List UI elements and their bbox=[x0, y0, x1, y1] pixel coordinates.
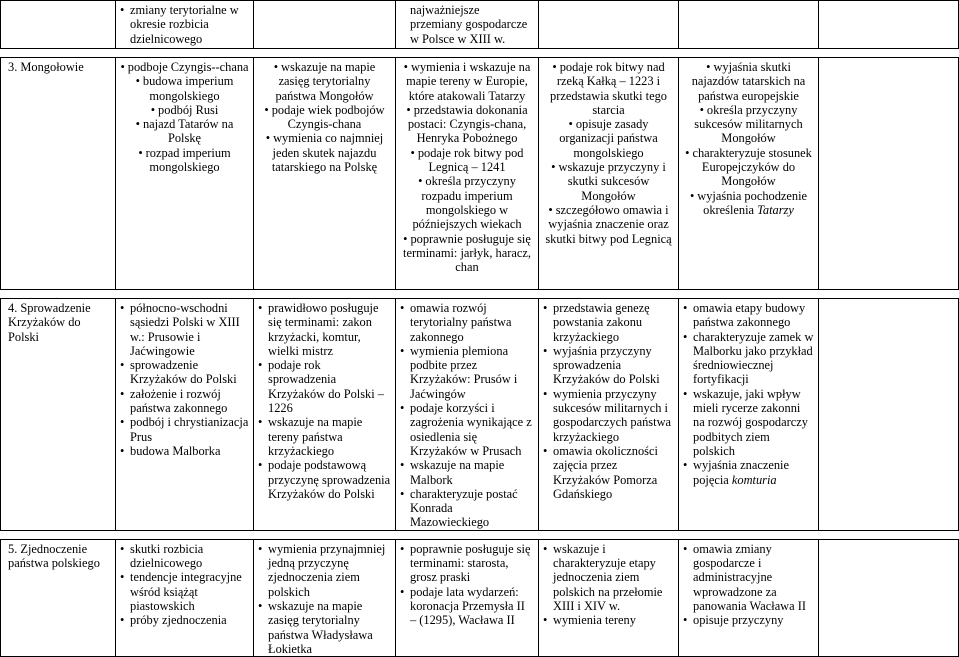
list-item-text: wyjaśnia znaczenie pojęcia bbox=[693, 458, 789, 487]
list-item bbox=[400, 458, 534, 487]
table-row bbox=[1, 1, 959, 49]
topic-cell bbox=[1, 539, 116, 656]
list-item bbox=[543, 444, 674, 501]
row-separator bbox=[1, 530, 959, 539]
requirement-cell-basic bbox=[254, 58, 396, 290]
content-cell bbox=[116, 58, 254, 290]
list-item bbox=[543, 387, 674, 444]
list-item-text: wymienia przynajmniej jedną przyczynę zjednoczenia ziem polskich bbox=[268, 541, 386, 599]
list-item bbox=[120, 74, 249, 103]
list-item-text: omawia rozwój terytorialny państwa zakonnego bbox=[410, 301, 512, 344]
list-item bbox=[258, 599, 391, 656]
list-item-text: skutki rozbicia dzielnicowego bbox=[130, 541, 204, 571]
list-item-text: wskazuje na mapie zasięg terytorialny państwa Mongołów bbox=[275, 60, 376, 103]
requirement-cell-basic bbox=[254, 299, 396, 531]
list-item bbox=[683, 146, 814, 189]
list-item-text: poprawnie posługuje się terminami: jarłyk, haracz, chan bbox=[403, 231, 531, 275]
list-item bbox=[683, 613, 814, 627]
list-item-text: wskazuje na mapie Malbork bbox=[410, 458, 505, 487]
list-item-text: omawia etapy budowy państwa zakonnego bbox=[693, 301, 806, 330]
list-item-text: rozpad imperium mongolskiego bbox=[145, 145, 231, 175]
list-item-text: wymienia przyczyny sukcesów militarnych i gospodarczych państwa krzyżackiego bbox=[553, 386, 672, 444]
requirement-cell-basic bbox=[254, 1, 396, 49]
list-item-text: podbój i chrystianizacja Prus bbox=[130, 415, 249, 444]
list-item-text: zmiany terytorialne w okresie rozbicia dzielnicowego bbox=[130, 3, 239, 46]
list-item bbox=[543, 60, 674, 117]
list-item bbox=[683, 458, 814, 487]
list-item-text: określa przyczyny rozpadu imperium mongolskiego w późniejszych wiekach bbox=[412, 174, 522, 232]
list-item bbox=[258, 60, 391, 103]
list-item bbox=[120, 117, 249, 146]
list-item-text: podaje podstawową przyczynę sprowadzenia Krzyżaków do Polski bbox=[268, 458, 391, 501]
list-item bbox=[120, 146, 249, 175]
list-item-text: budowa imperium mongolskiego bbox=[142, 74, 234, 103]
list-item bbox=[400, 585, 534, 628]
table-row bbox=[1, 539, 959, 656]
list-item-text: podaje lata wydarzeń: koronacja Przemysła II – (1295), Wacława II bbox=[410, 584, 525, 628]
bullet-list bbox=[120, 3, 249, 46]
topic-cell bbox=[1, 58, 116, 290]
list-item bbox=[683, 103, 814, 146]
bullet-list bbox=[400, 301, 534, 530]
list-item-text: założenie i rozwój państwa zakonnego bbox=[130, 386, 228, 416]
requirement-cell-excellent bbox=[819, 1, 959, 49]
list-item bbox=[258, 415, 391, 458]
list-item-text: opisuje przyczyny bbox=[693, 613, 784, 628]
list-item-text: przedstawia genezę powstania zakonu krzyżackiego bbox=[553, 301, 650, 344]
bullet-list bbox=[258, 301, 391, 501]
bullet-list bbox=[543, 542, 674, 628]
list-item bbox=[120, 103, 249, 117]
requirement-cell-advanced bbox=[539, 539, 679, 656]
list-item bbox=[120, 444, 249, 458]
requirement-cell-very-good bbox=[679, 299, 819, 531]
list-item-text: prawidłowo posługuje się terminami: zakon krzyżacki, komtur, wielki mistrz bbox=[268, 301, 379, 358]
content-cell bbox=[116, 539, 254, 656]
bullet-list bbox=[400, 60, 534, 274]
bullet-list bbox=[683, 60, 814, 217]
bullet-list bbox=[258, 542, 391, 656]
italic-term: Tatarzy bbox=[757, 202, 794, 217]
list-item bbox=[543, 117, 674, 160]
list-item-text: wyjaśnia skutki najazdów tatarskich na państwa europejskie bbox=[691, 60, 806, 103]
list-item bbox=[120, 613, 249, 627]
list-item-text: podaje rok bitwy pod Legnicą – 1241 bbox=[417, 145, 524, 175]
list-item bbox=[683, 542, 814, 613]
list-item-text: wskazuje, jaki wpływ mieli rycerze zakonni na rozwój gospodarczy podbitych ziem polskich bbox=[693, 386, 808, 458]
requirement-cell-basic bbox=[254, 539, 396, 656]
list-item-text: próby zjednoczenia bbox=[130, 613, 227, 628]
list-item-text: podaje rok bitwy nad rzeką Kałką – 1223 i przedstawia skutki tego starcia bbox=[550, 60, 667, 117]
italic-term: komturia bbox=[731, 472, 777, 487]
requirement-cell-intermediate bbox=[396, 299, 539, 531]
list-item bbox=[120, 3, 249, 46]
list-item-text: wyjaśnia przyczyny sprowadzenia Krzyżaków do Polski bbox=[553, 343, 660, 387]
list-item-text: charakteryzuje postać Konrada Mazowieckiego bbox=[410, 486, 518, 530]
list-item bbox=[400, 103, 534, 146]
list-item bbox=[683, 189, 814, 218]
list-item bbox=[400, 146, 534, 175]
bullet-list bbox=[120, 542, 249, 628]
list-item bbox=[400, 174, 534, 231]
requirement-cell-intermediate bbox=[396, 58, 539, 290]
list-item-text: określa przyczyny sukcesów militarnych Mongołów bbox=[694, 102, 803, 146]
bullet-list bbox=[120, 301, 249, 458]
requirement-cell-advanced bbox=[539, 58, 679, 290]
topic-label: 3. Mongołowie bbox=[8, 60, 84, 74]
list-item bbox=[400, 487, 534, 530]
requirement-cell-advanced bbox=[539, 299, 679, 531]
list-item bbox=[400, 542, 534, 585]
list-item bbox=[400, 232, 534, 275]
topic-cell bbox=[1, 299, 116, 531]
list-item-text: poprawnie posługuje się terminami: starosta, grosz praski bbox=[410, 541, 531, 585]
bullet-list bbox=[543, 60, 674, 246]
list-item bbox=[543, 160, 674, 203]
table-row bbox=[1, 299, 959, 531]
requirement-cell-intermediate bbox=[396, 1, 539, 49]
requirement-cell-intermediate bbox=[396, 539, 539, 656]
list-item-text: najazd Tatarów na Polskę bbox=[142, 117, 234, 146]
list-item-text: najważniejsze przemiany gospodarcze w Polsce w XIII w. bbox=[410, 3, 528, 46]
list-item-text: budowa Malborka bbox=[130, 443, 221, 458]
bullet-list bbox=[683, 301, 814, 487]
list-item bbox=[258, 542, 391, 599]
list-item-text: wymienia plemiona podbite przez Krzyżaków: Prusów i Jaćwingów bbox=[410, 343, 518, 401]
list-item-text: podaje rok sprowadzenia Krzyżaków do Polski – 1226 bbox=[268, 358, 384, 416]
list-item bbox=[683, 387, 814, 458]
list-item bbox=[400, 344, 534, 401]
list-item-text: omawia okoliczności zajęcia przez Krzyżaków Pomorza Gdańskiego bbox=[553, 443, 658, 501]
list-item bbox=[683, 60, 814, 103]
list-item-text: podaje wiek podbojów Czyngis-chana bbox=[271, 102, 385, 132]
bullet-list bbox=[400, 3, 534, 46]
list-item bbox=[120, 60, 249, 74]
list-item-text: omawia zmiany gospodarcze i administracyjne wprowadzone za panowania Wacława II bbox=[693, 541, 806, 613]
list-item bbox=[400, 301, 534, 344]
list-item bbox=[543, 203, 674, 246]
list-item-text: wskazuje na mapie tereny państwa krzyżackiego bbox=[268, 415, 363, 458]
list-item bbox=[683, 330, 814, 387]
list-item-text: podaje korzyści i zagrożenia wynikające z osiedlenia się Krzyżaków w Prusach bbox=[410, 401, 532, 458]
requirement-cell-very-good bbox=[679, 539, 819, 656]
topic-cell bbox=[1, 1, 116, 49]
bullet-list bbox=[258, 60, 391, 174]
list-item-text: wskazuje i charakteryzuje etapy jednoczenia ziem polskich na przełomie XIII i XIV w. bbox=[553, 541, 663, 613]
bullet-list bbox=[543, 301, 674, 501]
list-item-text: wymienia i wskazuje na mapie tereny w Europie, które atakowali Tatarzy bbox=[406, 60, 531, 103]
requirement-cell-excellent bbox=[819, 58, 959, 290]
list-item-text: wskazuje przyczyny i skutki sukcesów Mongołów bbox=[558, 160, 666, 203]
list-item-text: tendencje integracyjne wśród książąt piastowskich bbox=[130, 570, 242, 613]
requirement-cell-very-good bbox=[679, 1, 819, 49]
table-row bbox=[1, 58, 959, 290]
list-item bbox=[543, 542, 674, 613]
requirement-cell-excellent bbox=[819, 299, 959, 531]
list-item bbox=[120, 301, 249, 358]
bullet-list bbox=[683, 542, 814, 628]
bullet-list bbox=[120, 60, 249, 174]
list-item bbox=[400, 3, 534, 46]
list-item bbox=[120, 542, 249, 571]
list-item-text: wskazuje na mapie zasięg terytorialny państwa Władysława Łokietka bbox=[268, 598, 373, 656]
topic-label: 4. Sprowadzenie Krzyżaków do Polski bbox=[8, 301, 91, 344]
list-item-text: podboje Czyngis--chana bbox=[127, 60, 249, 74]
list-item bbox=[120, 358, 249, 387]
list-item bbox=[120, 570, 249, 613]
list-item bbox=[258, 301, 391, 358]
list-item-text: północno-wschodni sąsiedzi Polski w XIII w.: Prusowie i Jaćwingowie bbox=[130, 301, 240, 358]
list-item-text: podbój Rusi bbox=[158, 102, 219, 117]
list-item bbox=[258, 131, 391, 174]
list-item-text: szczegółowo omawia i wyjaśnia znaczenie oraz skutki bitwy pod Legnicą bbox=[545, 202, 672, 246]
list-item bbox=[258, 358, 391, 415]
list-item bbox=[400, 401, 534, 458]
list-item-text: sprowadzenie Krzyżaków do Polski bbox=[130, 358, 237, 387]
row-separator bbox=[1, 290, 959, 299]
content-cell bbox=[116, 1, 254, 49]
list-item bbox=[543, 344, 674, 387]
list-item bbox=[543, 613, 674, 627]
list-item-text: przedstawia dokonania postaci: Czyngis-chana, Henryka Pobożnego bbox=[407, 102, 528, 146]
topic-label: 5. Zjednoczenie państwa polskiego bbox=[8, 541, 100, 571]
content-cell bbox=[116, 299, 254, 531]
list-item-text: wyjaśnia pochodzenie określenia bbox=[697, 188, 808, 217]
requirement-cell-very-good bbox=[679, 58, 819, 290]
list-item-text: charakteryzuje zamek w Malborku jako przykład średniowiecznej fortyfikacji bbox=[693, 329, 814, 387]
list-item bbox=[258, 103, 391, 132]
bullet-list bbox=[400, 542, 534, 628]
list-item-text: wymienia tereny bbox=[553, 613, 636, 628]
list-item bbox=[120, 415, 249, 444]
requirement-cell-advanced bbox=[539, 1, 679, 49]
list-item bbox=[400, 60, 534, 103]
list-item bbox=[543, 301, 674, 344]
list-item bbox=[683, 301, 814, 330]
list-item-text: wymienia co najmniej jeden skutek najazdu tatarskiego na Polskę bbox=[271, 131, 384, 175]
row-separator bbox=[1, 49, 959, 58]
list-item bbox=[120, 387, 249, 416]
requirement-cell-excellent bbox=[819, 539, 959, 656]
list-item-text: opisuje zasady organizacji państwa mongolskiego bbox=[559, 117, 658, 160]
list-item-text: charakteryzuje stosunek Europejczyków do Mongołów bbox=[692, 145, 812, 189]
list-item bbox=[258, 458, 391, 501]
